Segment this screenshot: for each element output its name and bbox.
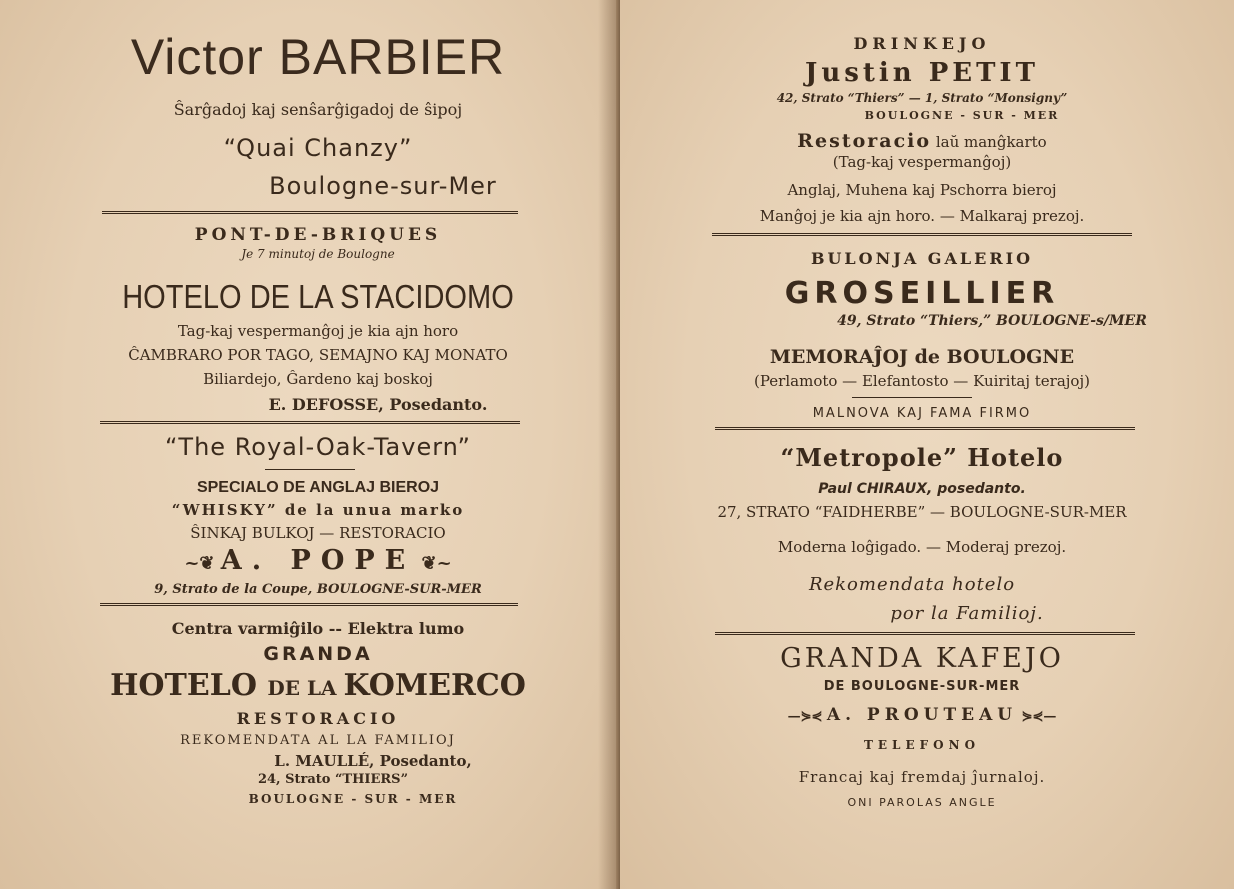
rule: [265, 469, 355, 470]
left-page: [0, 0, 616, 889]
barbier-city: Boulogne-sur-Mer: [269, 172, 497, 200]
komerco-name-part: DE LA: [267, 676, 344, 700]
komerco-restoracio: RESTORACIO: [236, 709, 400, 728]
metropole-recommend-2: por la Familioj.: [890, 603, 1044, 624]
royaloak-owner: [20, 545, 616, 576]
ornament-icon: —⋟⋞: [787, 709, 827, 724]
metropole-recommend-1: Rekomendata hotelo: [808, 574, 1016, 595]
kafejo-telefono: TELEFONO: [863, 738, 981, 752]
separator: [100, 421, 520, 427]
metropole-name: “Metropole” Hotelo: [780, 443, 1064, 472]
groseillier-firm: MALNOVA KAJ FAMA FIRMO: [812, 406, 1032, 421]
right-page: [620, 0, 1234, 889]
stacidomo-name: HOTELO DE LA STACIDOMO: [122, 278, 514, 315]
petit-address: 42, Strato “Thiers” — 1, Strato “Monsigny”: [776, 91, 1068, 105]
groseillier-memorajoj: MEMORAĴOJ de BOULOGNE: [769, 346, 1075, 368]
kafejo-owner: [620, 705, 1234, 725]
stacidomo-owner: E. DEFOSSE, Posedanto.: [268, 395, 488, 414]
groseillier-address: [750, 313, 1234, 329]
kafejo-city: DE BOULOGNE-SUR-MER: [823, 679, 1021, 694]
komerco-name-part: HOTELO: [110, 668, 268, 703]
kafejo-journals: Francaj kaj fremdaj ĵurnaloj.: [798, 768, 1046, 786]
petit-header: DRINKEJO: [853, 34, 991, 53]
rule: [852, 397, 972, 398]
kafejo-owner-name: A. PROUTEAU: [826, 705, 1018, 725]
stacidomo-line2: ĈAMBRARO POR TAGO, SEMAJNO KAJ MONATO: [128, 346, 508, 364]
kafejo-english: ONI PAROLAS ANGLE: [847, 796, 997, 809]
komerco-recommend: REKOMENDATA AL LA FAMILIOJ: [180, 733, 456, 748]
groseillier-name: GROSEILLIER: [784, 276, 1060, 311]
barbier-name: Victor BARBIER: [130, 29, 506, 85]
separator: [102, 211, 518, 217]
royaloak-line3: ŜINKAJ BULKOJ — RESTORACIO: [190, 524, 446, 542]
komerco-name-part: KOMERCO: [343, 668, 526, 703]
groseillier-items: (Perlamoto — Elefantosto — Kuiritaj terajoj): [754, 372, 1090, 390]
royaloak-line1: SPECIALO DE ANGLAJ BIEROJ: [196, 479, 440, 496]
komerco-name: [20, 668, 616, 703]
metropole-lodging: Moderna loĝigado. — Moderaj prezoj.: [777, 538, 1067, 556]
petit-restoracio-title: Restoracio: [797, 130, 932, 152]
komerco-granda: GRANDA: [263, 643, 373, 665]
petit-city: BOULOGNE - SUR - MER: [864, 109, 1060, 122]
petit-beers: Anglaj, Muhena kaj Pschorra bieroj: [787, 181, 1057, 199]
stacidomo-place: PONT-DE-BRIQUES: [194, 225, 442, 245]
groseillier-address-text: 49, Strato “Thiers,” BOULOGNE-s/MER: [837, 313, 1147, 329]
kafejo-name: GRANDA KAFEJO: [780, 643, 1064, 674]
royaloak-address: 9, Strato de la Coupe, BOULOGNE-SUR-MER: [154, 582, 482, 597]
royaloak-name: “The Royal-Oak-Tavern”: [165, 433, 471, 461]
petit-name: Justin PETIT: [805, 58, 1039, 88]
barbier-quai: “Quai Chanzy”: [223, 134, 413, 162]
ornament-icon: ❦~: [415, 553, 452, 574]
separator: [715, 427, 1135, 433]
separator: [715, 632, 1135, 638]
royaloak-line2: “WHISKY” de la unua marko: [171, 501, 465, 519]
stacidomo-line3: Biliardejo, Ĝardeno kaj boskoj: [203, 370, 433, 388]
petit-hours: Manĝoj je kia ajn horo. — Malkaraj prezoj.: [759, 207, 1085, 225]
petit-meals: (Tag-kaj vespermanĝoj): [832, 153, 1012, 171]
petit-restoracio-sub: laŭ manĝkarto: [931, 133, 1047, 151]
royaloak-owner-name: A. POPE: [220, 545, 416, 576]
metropole-address: 27, STRATO “FAIDHERBE” — BOULOGNE-SUR-MER: [717, 503, 1127, 521]
metropole-owner: Paul CHIRAUX, posedanto.: [818, 481, 1026, 497]
groseillier-header: BULONJA GALERIO: [810, 249, 1034, 268]
komerco-top: Centra varmiĝilo -- Elektra lumo: [171, 619, 465, 638]
petit-restoracio: [620, 130, 1234, 152]
separator: [712, 233, 1132, 239]
ornament-icon: ⋟⋞—: [1017, 709, 1057, 724]
stacidomo-line1: Tag-kaj vespermanĝoj je kia ajn horo: [177, 322, 459, 340]
barbier-desc: Ŝarĝadoj kaj senŝarĝigadoj de ŝipoj: [173, 100, 463, 119]
komerco-address: 24, Strato “THIERS”: [257, 772, 409, 787]
komerco-owner: L. MAULLÉ, Posedanto,: [274, 752, 472, 770]
ornament-icon: ~❦: [184, 553, 221, 574]
separator: [100, 603, 518, 609]
komerco-city: BOULOGNE - SUR - MER: [248, 792, 458, 806]
stacidomo-distance: Je 7 minutoj de Boulogne: [241, 247, 395, 261]
